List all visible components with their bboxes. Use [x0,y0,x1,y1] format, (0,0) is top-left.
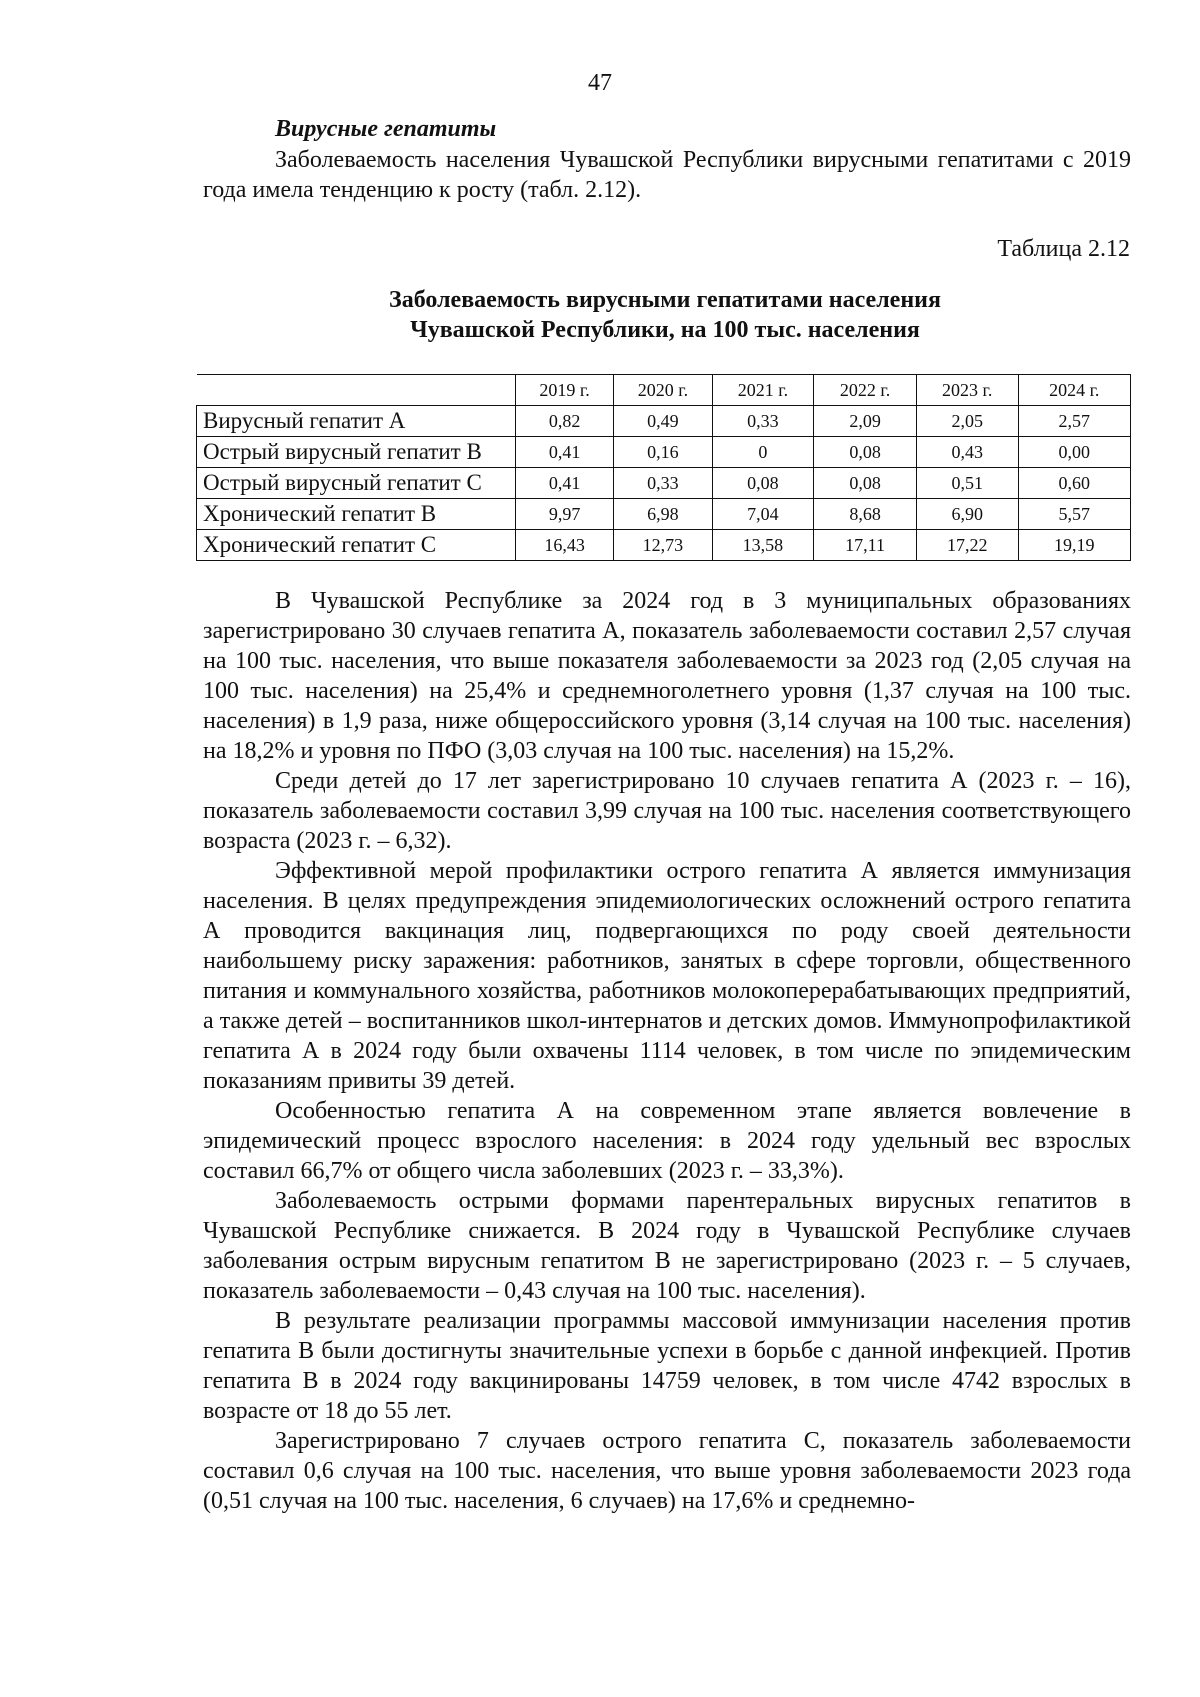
column-header: 2021 г. [712,375,814,406]
table-cell: 0,82 [515,406,613,437]
body-text [203,586,1131,1516]
paragraph: Заболеваемость острыми формами парентеральных вирусных гепатитов в Чувашской Республике снижается. В 2024 году в Чувашской Республике случаев заболевания острым вирусным гепатитом В не зарегистрировано (2023 г. – 5 случаев, показатель заболеваемости – 0,43 случая на 100 тыс. населения). [203,1188,1131,1304]
row-label: Острый вирусный гепатит В [197,437,516,468]
table-cell: 0,00 [1018,437,1130,468]
table-label: Таблица 2.12 [997,236,1130,262]
table-title-line-1: Заболеваемость вирусными гепатитами населения [389,287,941,313]
table-row [197,406,1131,437]
incidence-table [196,374,1131,561]
table-cell: 17,11 [814,530,917,561]
table-cell: 0,33 [614,468,712,499]
table-cell: 19,19 [1018,530,1130,561]
table-cell: 0,43 [916,437,1018,468]
row-label: Хронический гепатит В [197,499,516,530]
table-cell: 9,97 [515,499,613,530]
section-title: Вирусные гепатиты [275,116,497,142]
intro-block [203,145,1131,205]
row-label: Хронический гепатит С [197,530,516,561]
table-cell: 2,09 [814,406,917,437]
table-cell: 16,43 [515,530,613,561]
paragraph: В результате реализации программы массовой иммунизации населения против гепатита В были достигнуты значительные успехи в борьбе с данной инфекцией. Против гепатита В в 2024 году вакцинированы 14759 человек, в том числе 4742 взрослых в возрасте от 18 до 55 лет. [203,1308,1131,1424]
intro-paragraph: Заболеваемость населения Чувашской Республики вирусными гепатитами с 2019 года имела тенденцию к росту (табл. 2.12). [203,147,1131,203]
column-header: 2024 г. [1018,375,1130,406]
table-cell: 0,33 [712,406,814,437]
table-cell: 0,16 [614,437,712,468]
column-header: 2019 г. [515,375,613,406]
table-row [197,437,1131,468]
column-header: 2020 г. [614,375,712,406]
page-number: 47 [588,70,612,96]
table-cell: 12,73 [614,530,712,561]
table-cell: 0,49 [614,406,712,437]
table-cell: 17,22 [916,530,1018,561]
table-row [197,530,1131,561]
table-title-line-2: Чувашской Республики, на 100 тыс. населения [410,317,920,343]
table-row [197,499,1131,530]
table-cell: 0,60 [1018,468,1130,499]
table-cell: 0,51 [916,468,1018,499]
paragraph: Среди детей до 17 лет зарегистрировано 10 случаев гепатита А (2023 г. – 16), показатель заболеваемости составил 3,99 случая на 100 тыс. населения соответствующего возраста (2023 г. – 6,32). [203,768,1131,854]
table-cell: 8,68 [814,499,917,530]
paragraph: В Чувашской Республике за 2024 год в 3 муниципальных образованиях зарегистрировано 30 случаев гепатита А, показатель заболеваемости составил 2,57 случая на 100 тыс. населения, что выше показателя заболеваемости за 2023 год (2,05 случая на 100 тыс. населения) на 25,4% и среднемноголетнего уровня (1,37 случая на 100 тыс. населения) в 1,9 раза, ниже общероссийского уровня (3,14 случая на 100 тыс. населения) на 18,2% и уровня по ПФО (3,03 случая на 100 тыс. населения) на 15,2%. [203,588,1131,764]
table-cell: 0 [712,437,814,468]
paragraph: Особенностью гепатита А на современном этапе является вовлечение в эпидемический процесс взрослого населения: в 2024 году удельный вес взрослых составил 66,7% от общего числа заболевших (2023 г. – 33,3%). [203,1098,1131,1184]
table-cell: 6,98 [614,499,712,530]
row-label: Вирусный гепатит А [197,406,516,437]
paragraph: Зарегистрировано 7 случаев острого гепатита С, показатель заболеваемости составил 0,6 случая на 100 тыс. населения, что выше уровня заболеваемости 2023 года (0,51 случая на 100 тыс. населения, 6 случаев) на 17,6% и среднемно- [203,1428,1131,1514]
table-row [197,468,1131,499]
row-label: Острый вирусный гепатит С [197,468,516,499]
column-header: 2022 г. [814,375,917,406]
table-cell: 0,08 [814,468,917,499]
table-title [200,285,1130,345]
table-cell: 2,57 [1018,406,1130,437]
column-header: 2023 г. [916,375,1018,406]
table-cell: 0,08 [814,437,917,468]
table-cell: 2,05 [916,406,1018,437]
table-cell: 0,41 [515,437,613,468]
table-cell: 13,58 [712,530,814,561]
paragraph: Эффективной мерой профилактики острого гепатита А является иммунизация населения. В целях предупреждения эпидемиологических осложнений острого гепатита А проводится вакцинация лиц, подвергающихся по роду своей деятельности наибольшему риску заражения: работников, занятых в сфере торговли, общественного питания и коммунального хозяйства, работников молокоперерабатывающих предприятий, а также детей – воспитанников школ-интернатов и детских домов. Иммунопрофилактикой гепатита А в 2024 году были охвачены 1114 человек, в том числе по эпидемическим показаниям привиты 39 детей. [203,858,1131,1094]
table-cell: 7,04 [712,499,814,530]
table-cell: 6,90 [916,499,1018,530]
table-header-row [197,375,1131,406]
table-cell: 5,57 [1018,499,1130,530]
table-cell: 0,08 [712,468,814,499]
table-cell: 0,41 [515,468,613,499]
table-header-blank [197,375,516,406]
